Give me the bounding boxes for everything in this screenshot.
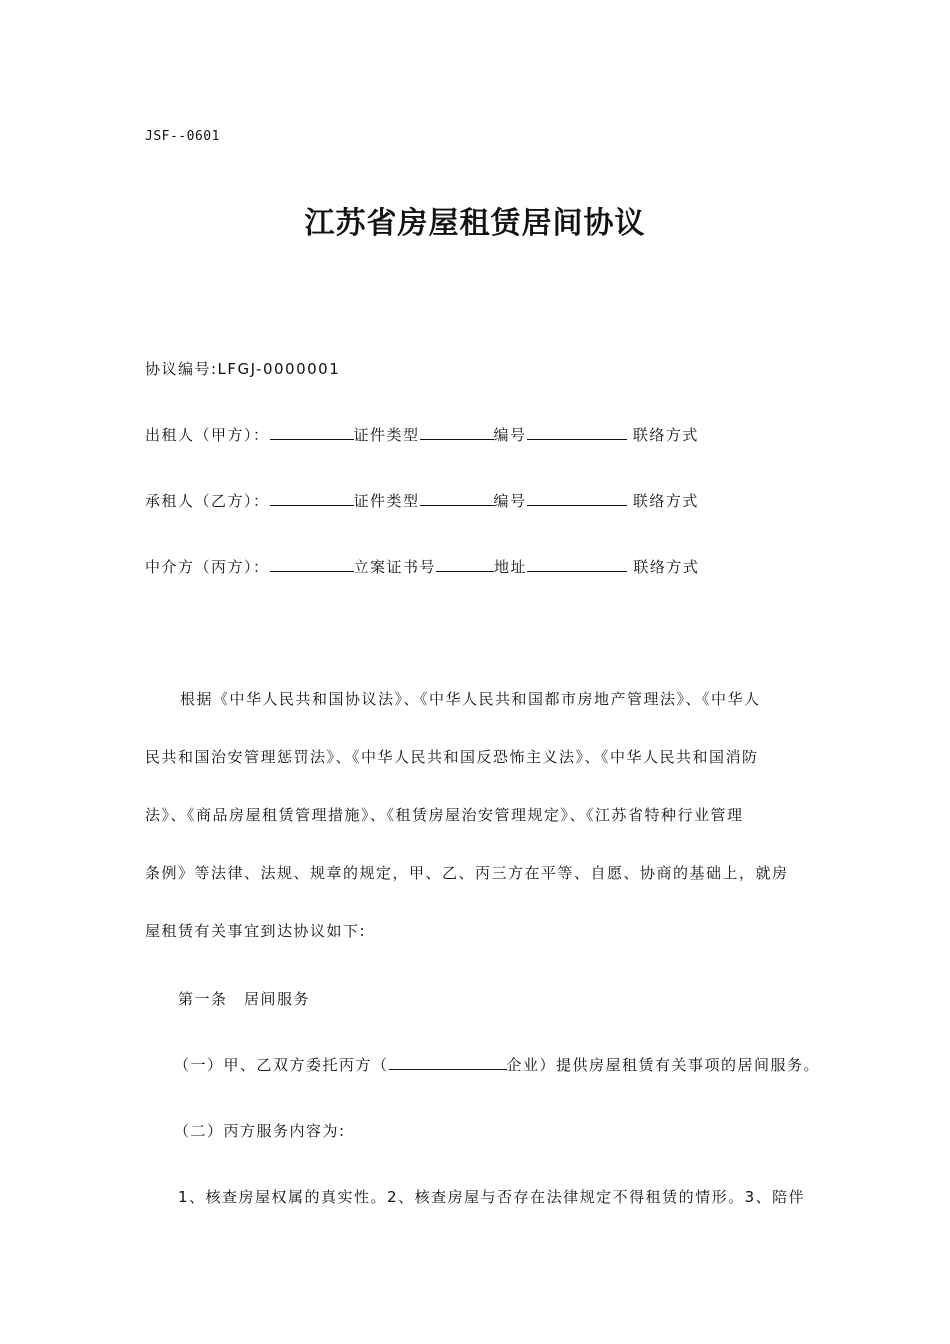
party-row-agent <box>145 556 699 577</box>
clause-text: 企业）提供房屋租赁有关事项的居间服务。 <box>506 1056 821 1074</box>
party-role: 中介方（丙方）： <box>145 558 270 576</box>
party-role: 出租人（甲方）： <box>145 426 270 444</box>
certificate-blank[interactable] <box>436 556 494 572</box>
number-blank[interactable] <box>527 424 627 440</box>
address-blank[interactable] <box>527 556 627 572</box>
preamble-line: 法》、《商品房屋租赁管理措施》、《租赁房屋治安管理规定》、《江苏省特种行业管理 <box>145 806 744 824</box>
enterprise-blank[interactable] <box>389 1054 507 1070</box>
party-field-label: 编号 <box>493 426 527 444</box>
number-blank[interactable] <box>527 490 627 506</box>
id-type-blank[interactable] <box>420 424 494 440</box>
party-row-lessor <box>145 424 699 445</box>
party-field-label: 地址 <box>494 558 528 576</box>
party-field-label: 联络方式 <box>632 426 699 444</box>
document-code: JSF--0601 <box>145 129 220 144</box>
name-blank[interactable] <box>270 424 354 440</box>
id-type-blank[interactable] <box>420 490 494 506</box>
agreement-number: 协议编号:LFGJ-0000001 <box>145 360 341 378</box>
party-field-label: 证件类型 <box>353 492 420 510</box>
party-field-label: 证件类型 <box>353 426 420 444</box>
preamble-line: 屋租赁有关事宜到达协议如下: <box>145 922 367 940</box>
preamble-line: 条例》等法律、法规、规章的规定，甲、乙、丙三方在平等、自愿、协商的基础上，就房 <box>145 864 789 882</box>
clause-3: 1、核查房屋权属的真实性。2、核查房屋与否存在法律规定不得租赁的情形。3、陪伴 <box>178 1188 806 1206</box>
party-field-label: 联络方式 <box>632 492 699 510</box>
clause-1 <box>174 1054 834 1075</box>
name-blank[interactable] <box>270 490 354 506</box>
party-row-lessee <box>145 490 699 511</box>
article-heading: 第一条 居间服务 <box>178 990 311 1008</box>
clause-text: （一）甲、乙双方委托丙方（ <box>174 1056 389 1074</box>
document-title: 江苏省房屋租赁居间协议 <box>304 206 646 241</box>
name-blank[interactable] <box>270 556 354 572</box>
party-field-label: 编号 <box>493 492 527 510</box>
party-field-label: 联络方式 <box>633 558 700 576</box>
preamble-line: 根据《中华人民共和国协议法》、《中华人民共和国都市房地产管理法》、《中华人 <box>180 690 761 708</box>
party-role: 承租人（乙方）： <box>145 492 270 510</box>
preamble-line: 民共和国治安管理惩罚法》、《中华人民共和国反恐怖主义法》、《中华人民共和国消防 <box>145 748 759 766</box>
party-field-label: 立案证书号 <box>353 558 437 576</box>
clause-2: （二）丙方服务内容为: <box>174 1122 346 1140</box>
